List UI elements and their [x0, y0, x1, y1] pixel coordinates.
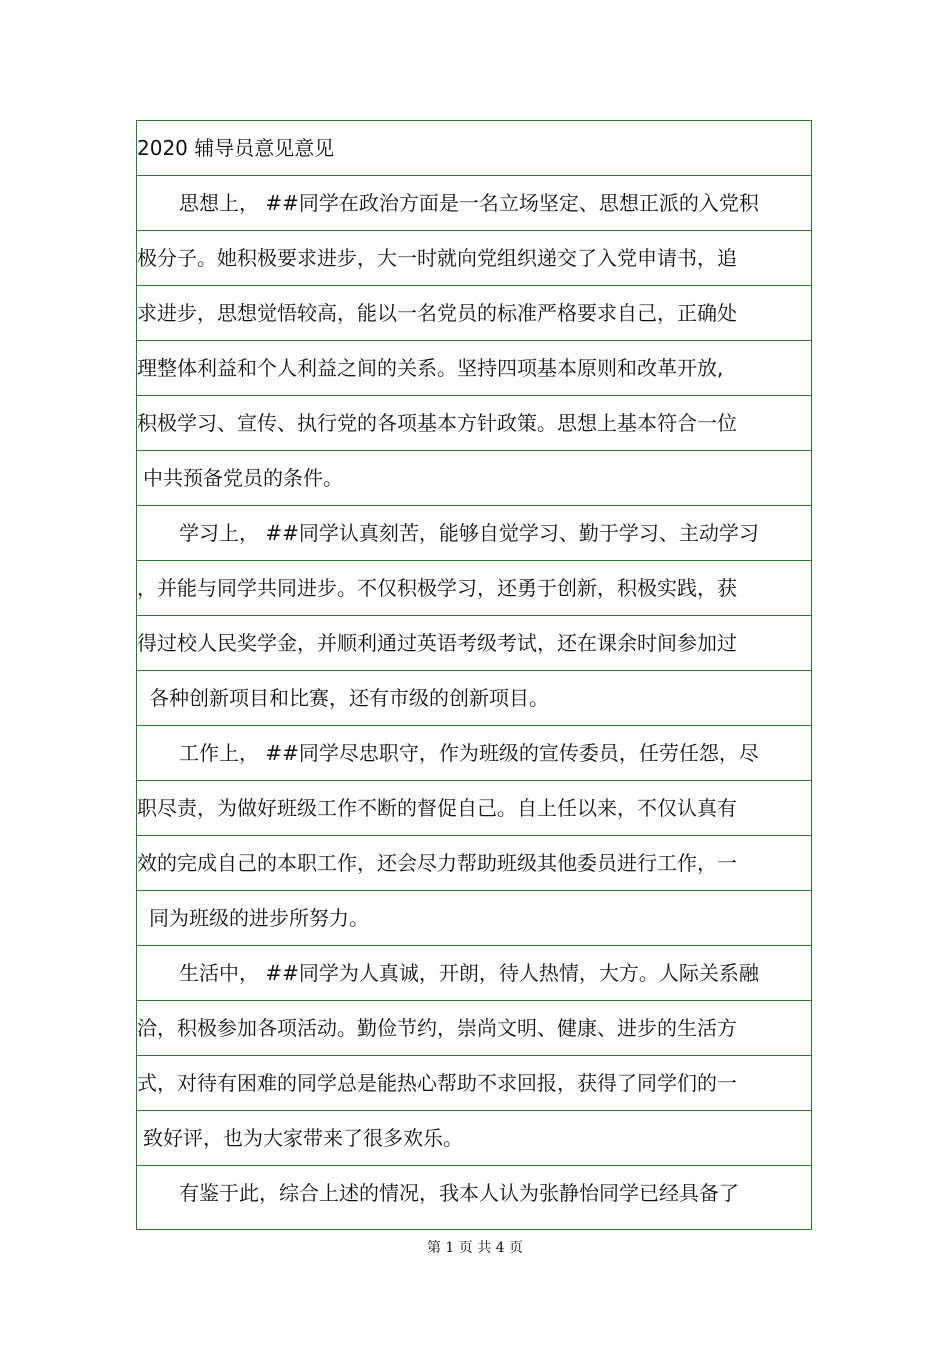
- paragraph-text: 工作上， ##同学尽忠职守，作为班级的宣传委员，任劳任怨，尽: [179, 741, 759, 765]
- text-line: [137, 341, 811, 396]
- text-line: [137, 836, 811, 891]
- paragraph-text: 积极学习、宣传、执行党的各项基本方针政策。思想上基本符合一位: [137, 411, 737, 435]
- text-line: [137, 891, 811, 946]
- paragraph-text: 理整体利益和个人利益之间的关系。坚持四项基本原则和改革开放,: [137, 356, 724, 380]
- document-title: 2020 辅导员意见意见: [137, 136, 335, 160]
- paragraph-text: 有鉴于此，综合上述的情况，我本人认为张静怡同学已经具备了: [179, 1181, 739, 1205]
- page-footer: 第 1 页 共 4 页: [426, 1240, 524, 1256]
- text-line: [137, 946, 811, 1001]
- paragraph-text: 极分子。她积极要求进步，大一时就向党组织递交了入党申请书，追: [137, 246, 737, 270]
- text-line: [137, 1111, 811, 1166]
- text-line: [137, 286, 811, 341]
- paragraph-text: 式，对待有困难的同学总是能热心帮助不求回报，获得了同学们的一: [137, 1071, 737, 1095]
- paragraph-text: 中共预备党员的条件。: [143, 466, 343, 490]
- text-line: [137, 506, 811, 561]
- paragraph-text: 生活中， ##同学为人真诚，开朗，待人热情，大方。人际关系融: [179, 961, 759, 985]
- paragraph-text: ，并能与同学共同进步。不仅积极学习，还勇于创新，积极实践，获: [137, 576, 737, 600]
- text-line: [137, 231, 811, 286]
- paragraph-text: 致好评，也为大家带来了很多欢乐。: [143, 1126, 463, 1150]
- text-line: [137, 1001, 811, 1056]
- text-line: [137, 726, 811, 781]
- text-line: [137, 176, 811, 231]
- paragraph-text: 各种创新项目和比赛，还有市级的创新项目。: [149, 686, 549, 710]
- paragraph-text: 洽，积极参加各项活动。勤俭节约，崇尚文明、健康、进步的生活方: [137, 1016, 737, 1040]
- text-line: [137, 396, 811, 451]
- text-line: [137, 451, 811, 506]
- paragraph-text: 得过校人民奖学金，并顺利通过英语考级考试，还在课余时间参加过: [137, 631, 737, 655]
- paragraph-text: 学习上， ##同学认真刻苦，能够自觉学习、勤于学习、主动学习: [179, 521, 759, 545]
- document-page: [136, 120, 812, 1230]
- paragraph-text: 效的完成自己的本职工作，还会尽力帮助班级其他委员进行工作，一: [137, 851, 737, 875]
- paragraph-text: 同为班级的进步所努力。: [149, 906, 369, 930]
- text-line: [137, 781, 811, 836]
- text-line: [137, 1056, 811, 1111]
- document-title-line: [137, 121, 811, 176]
- text-line: [137, 1166, 811, 1221]
- text-line: [137, 671, 811, 726]
- text-line: [137, 616, 811, 671]
- paragraph-text: 求进步，思想觉悟较高，能以一名党员的标准严格要求自己，正确处: [137, 301, 737, 325]
- text-line: [137, 561, 811, 616]
- paragraph-text: 思想上， ##同学在政治方面是一名立场坚定、思想正派的入党积: [179, 191, 759, 215]
- paragraph-text: 职尽责，为做好班级工作不断的督促自己。自上任以来，不仅认真有: [137, 796, 737, 820]
